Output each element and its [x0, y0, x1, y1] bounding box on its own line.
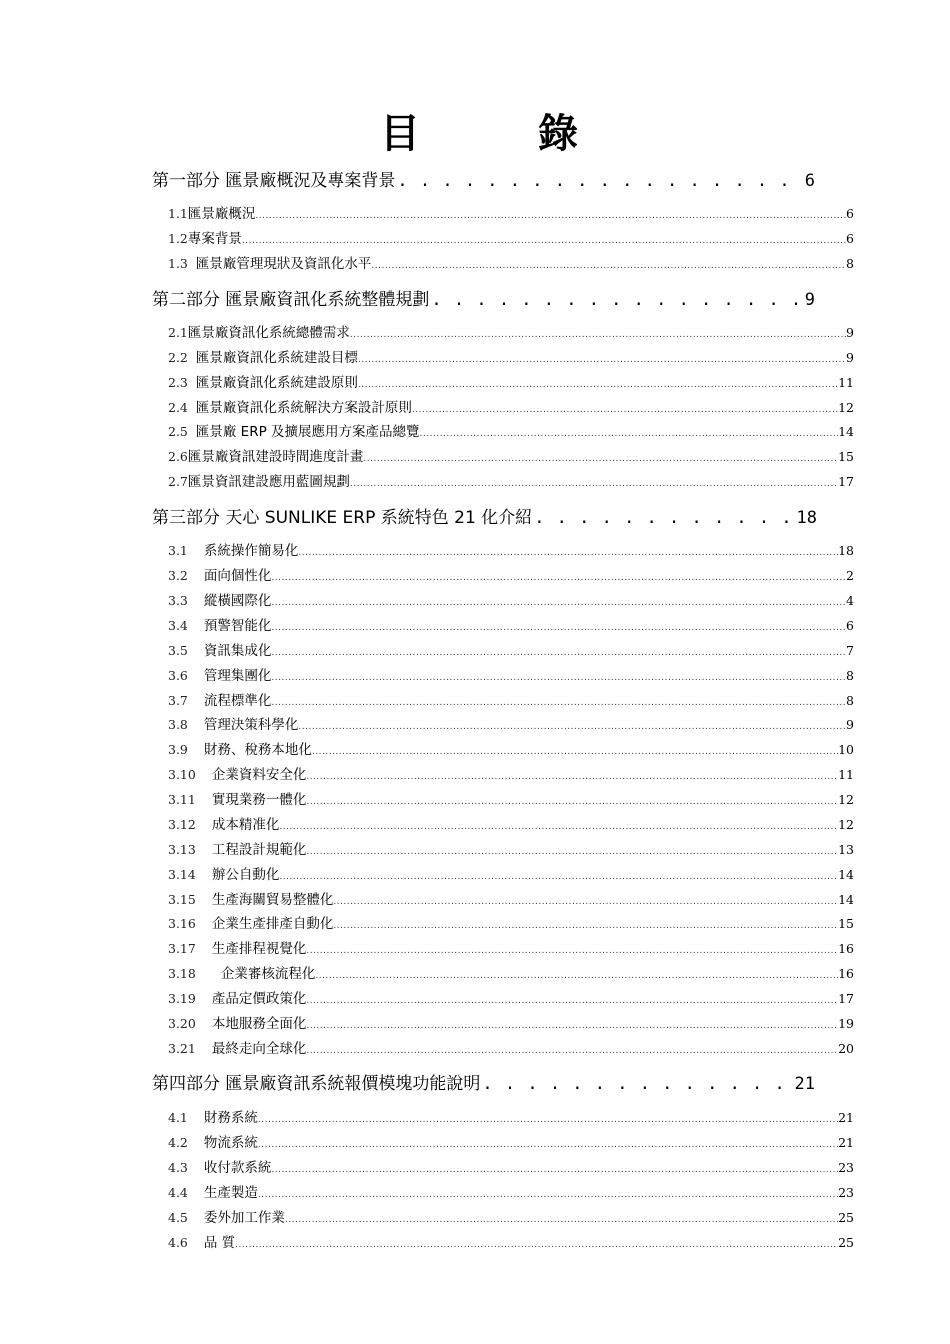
dot-leader — [312, 747, 838, 756]
dot-leader — [271, 698, 846, 707]
toc-page-number: 16 — [838, 941, 854, 955]
toc-item[interactable] — [168, 1131, 854, 1149]
toc-page-number: 11 — [838, 375, 854, 389]
toc-page-number: 6 — [846, 231, 854, 245]
toc-item-number: 4.2 — [168, 1135, 188, 1149]
toc-item[interactable] — [168, 937, 854, 955]
toc-item[interactable] — [168, 202, 854, 220]
dot-leader — [258, 1190, 838, 1199]
toc-page-number: 15 — [838, 449, 854, 463]
toc-item-number: 1.1 — [168, 206, 188, 220]
toc-page-number: 23 — [838, 1185, 854, 1199]
toc-item[interactable] — [168, 396, 854, 414]
dot-leader — [397, 171, 802, 190]
toc-item-label: 成本精准化 — [211, 817, 280, 831]
toc-item[interactable] — [168, 1206, 854, 1224]
dot-leader — [306, 772, 838, 781]
toc-item-label: 匯景廠資訊化系統解決方案設計原則 — [195, 400, 412, 414]
toc-item[interactable] — [168, 838, 854, 856]
toc-item[interactable] — [168, 252, 854, 270]
toc-item-number: 3.6 — [168, 668, 188, 682]
toc-item[interactable] — [168, 639, 854, 657]
toc-item-number: 2.4 — [168, 400, 188, 414]
toc-item[interactable] — [168, 589, 854, 607]
toc-part-title: 第一部分 匯景廠概況及專案背景 — [152, 171, 396, 190]
dot-leader — [358, 380, 838, 389]
dot-leader — [279, 822, 838, 831]
toc-page-number: 8 — [846, 256, 854, 270]
toc-page-number: 10 — [838, 742, 854, 756]
toc-item-number: 3.3 — [168, 593, 188, 607]
dot-leader — [306, 996, 838, 1005]
toc-item[interactable] — [168, 813, 854, 831]
toc-page-number: 16 — [838, 966, 854, 980]
toc-item[interactable] — [168, 420, 854, 438]
toc-item-number: 3.18 — [168, 966, 196, 980]
toc-item-number: 3.8 — [168, 717, 188, 731]
dot-leader — [298, 722, 846, 731]
dot-leader — [358, 355, 846, 364]
toc-page-number: 9 — [804, 290, 815, 309]
toc-page-number: 9 — [846, 325, 854, 339]
dot-leader — [306, 1021, 838, 1030]
toc-item[interactable] — [168, 227, 854, 245]
toc-item-label: 匯景廠資訊化系統建設原則 — [195, 375, 358, 389]
dot-leader — [306, 1046, 838, 1055]
toc-part-title: 第四部分 匯景廠資訊系統報價模塊功能說明 — [152, 1074, 481, 1093]
toc-item-number: 3.13 — [168, 842, 196, 856]
dot-leader — [271, 573, 846, 582]
toc-page-number: 14 — [838, 867, 854, 881]
toc-page-number: 6 — [846, 618, 854, 632]
toc-page-number: 11 — [838, 767, 854, 781]
toc-page-number: 19 — [838, 1016, 854, 1030]
toc-page-number: 23 — [838, 1160, 854, 1174]
toc-page-number: 4 — [846, 593, 854, 607]
dot-leader — [271, 673, 846, 682]
toc-item-label: 物流系統 — [203, 1135, 258, 1149]
toc-item-number: 2.3 — [168, 375, 188, 389]
dot-leader — [315, 971, 838, 980]
toc-item-label: 匯景廠資訊建設時間進度計畫 — [187, 449, 364, 463]
toc-item-label: 縱橫國際化 — [203, 593, 272, 607]
toc-item-label: 匯景廠資訊化系統總體需求 — [187, 325, 350, 339]
toc-item-number: 4.6 — [168, 1235, 188, 1249]
toc-page-number: 17 — [838, 991, 854, 1005]
toc-page-number: 25 — [838, 1210, 854, 1224]
toc-item-number: 3.19 — [168, 991, 196, 1005]
dot-leader — [285, 1215, 838, 1224]
toc-page-number: 6 — [804, 171, 815, 190]
toc-page-number: 13 — [838, 842, 854, 856]
toc-item-number: 3.7 — [168, 693, 188, 707]
toc-item-number: 2.6 — [168, 449, 188, 463]
toc-item[interactable] — [168, 1181, 854, 1199]
page-title: 目 錄 — [380, 111, 630, 157]
dot-leader — [431, 290, 802, 309]
toc-item[interactable] — [168, 888, 854, 906]
dot-leader — [333, 921, 838, 930]
toc-page-number: 12 — [838, 400, 854, 414]
toc-item[interactable] — [168, 763, 854, 781]
toc-item-label: 實現業務一體化 — [211, 792, 307, 806]
toc-item-number: 3.10 — [168, 767, 196, 781]
toc-item[interactable] — [168, 912, 854, 930]
toc-item[interactable] — [168, 788, 854, 806]
dot-leader — [350, 479, 838, 488]
toc-item-label: 資訊集成化 — [203, 643, 272, 657]
toc-part-heading[interactable] — [152, 1069, 815, 1093]
toc-item-number: 4.3 — [168, 1160, 188, 1174]
dot-leader — [306, 797, 838, 806]
toc-item[interactable] — [168, 738, 854, 756]
dot-leader — [412, 405, 838, 414]
dot-leader — [482, 1074, 792, 1093]
toc-item-label: 財務系統 — [203, 1110, 258, 1124]
toc-item-number: 2.7 — [168, 474, 188, 488]
toc-item[interactable] — [168, 1012, 854, 1030]
toc-page-number: 15 — [838, 916, 854, 930]
toc-part-heading[interactable] — [152, 503, 817, 527]
toc-item-label: 工程設計規範化 — [211, 842, 307, 856]
toc-item[interactable] — [168, 371, 854, 389]
dot-leader — [363, 454, 838, 463]
toc-page-number: 8 — [846, 693, 854, 707]
toc-item-number: 3.15 — [168, 892, 196, 906]
dot-leader — [271, 598, 846, 607]
toc-item-number: 2.1 — [168, 325, 188, 339]
toc-item-number: 2.2 — [168, 350, 188, 364]
toc-item-label: 生產製造 — [203, 1185, 258, 1199]
toc-item-label: 流程標準化 — [203, 693, 272, 707]
toc-item-label: 產品定價政策化 — [211, 991, 307, 1005]
toc-item-number: 3.17 — [168, 941, 196, 955]
toc-item-number: 3.16 — [168, 916, 196, 930]
dot-leader — [255, 211, 846, 220]
toc-page-number: 21 — [838, 1110, 854, 1124]
toc-item[interactable] — [168, 962, 854, 980]
toc-item-number: 1.3 — [168, 256, 188, 270]
dot-leader — [271, 623, 846, 632]
toc-item-label: 品 質 — [203, 1235, 236, 1249]
toc-item[interactable] — [168, 713, 854, 731]
toc-page-number: 12 — [838, 792, 854, 806]
toc-item-label: 預警智能化 — [203, 618, 272, 632]
toc-page-number: 18 — [838, 543, 854, 557]
toc-part-title: 第二部分 匯景廠資訊化系統整體規劃 — [152, 290, 430, 309]
toc-item-number: 3.20 — [168, 1016, 196, 1030]
dot-leader — [534, 508, 794, 527]
toc-item-number: 3.4 — [168, 618, 188, 632]
toc-item-label: 生產海關貿易整體化 — [211, 892, 334, 906]
toc-item-label: 專案背景 — [187, 231, 242, 245]
toc-item-number: 3.11 — [168, 792, 196, 806]
toc-page-number: 12 — [838, 817, 854, 831]
toc-page-number: 9 — [846, 717, 854, 731]
toc-item-label: 企業生產排產自動化 — [211, 916, 334, 930]
dot-leader — [298, 548, 838, 557]
toc-item-number: 4.5 — [168, 1210, 188, 1224]
dot-leader — [333, 897, 838, 906]
toc-item-number: 3.9 — [168, 742, 188, 756]
toc-item[interactable] — [168, 689, 854, 707]
toc-item[interactable] — [168, 539, 854, 557]
toc-item-label: 匯景廠概況 — [187, 206, 256, 220]
dot-leader — [420, 429, 839, 438]
toc-item[interactable] — [168, 614, 854, 632]
toc-item[interactable] — [168, 1037, 854, 1055]
dot-leader — [258, 1140, 838, 1149]
toc-page-number: 14 — [838, 424, 854, 438]
toc-item-label: 辦公自動化 — [211, 867, 280, 881]
dot-leader — [371, 261, 846, 270]
toc-item-number: 2.5 — [168, 424, 188, 438]
toc-item-label: 企業審核流程化 — [220, 966, 316, 980]
toc-item[interactable] — [168, 863, 854, 881]
toc-item-label: 企業資料安全化 — [211, 767, 307, 781]
toc-item-number: 3.2 — [168, 568, 188, 582]
toc-item-label: 管理決策科學化 — [203, 717, 299, 731]
toc-item-label: 本地服務全面化 — [211, 1016, 307, 1030]
dot-leader — [306, 847, 838, 856]
toc-item[interactable] — [168, 445, 854, 463]
dot-leader — [258, 1115, 838, 1124]
toc-page-number: 20 — [838, 1041, 854, 1055]
toc-item-label: 匯景廠 ERP 及擴展應用方案產品總覽 — [195, 424, 420, 438]
toc-item-label: 管理集團化 — [203, 668, 272, 682]
toc-item-number: 3.14 — [168, 867, 196, 881]
toc-page-number: 14 — [838, 892, 854, 906]
toc-page-number: 21 — [838, 1135, 854, 1149]
toc-item-number: 1.2 — [168, 231, 188, 245]
toc-item-number: 4.1 — [168, 1110, 188, 1124]
toc-item-label: 收付款系統 — [203, 1160, 272, 1174]
dot-leader — [350, 330, 846, 339]
toc-item[interactable] — [168, 987, 854, 1005]
toc-item-label: 財務、稅務本地化 — [203, 742, 312, 756]
toc-item[interactable] — [168, 664, 854, 682]
toc-page-number: 17 — [838, 474, 854, 488]
toc-item-label: 匯景資訊建設應用藍圖規劃 — [187, 474, 350, 488]
toc-item-label: 匯景廠資訊化系統建設目標 — [195, 350, 358, 364]
toc-page-number: 25 — [838, 1235, 854, 1249]
toc-item[interactable] — [168, 1231, 854, 1249]
toc-page-number: 21 — [794, 1074, 815, 1093]
toc-page-number: 2 — [846, 568, 854, 582]
toc-page-number: 6 — [846, 206, 854, 220]
dot-leader — [306, 946, 838, 955]
toc-page-number: 7 — [846, 643, 854, 657]
dot-leader — [279, 872, 838, 881]
toc-item-number: 3.12 — [168, 817, 196, 831]
toc-item[interactable] — [168, 470, 854, 488]
dot-leader — [271, 1165, 838, 1174]
toc-item-number: 3.5 — [168, 643, 188, 657]
toc-item-number: 3.1 — [168, 543, 188, 557]
toc-page-number: 9 — [846, 350, 854, 364]
toc-item-label: 最終走向全球化 — [211, 1041, 307, 1055]
toc-item[interactable] — [168, 321, 854, 339]
toc-part-title: 第三部分 天心 SUNLIKE ERP 系統特色 21 化介紹 — [152, 508, 533, 527]
toc-item-label: 系統操作簡易化 — [203, 543, 299, 557]
toc-item-label: 匯景廠管理現狀及資訊化水平 — [195, 256, 372, 270]
toc-item[interactable] — [168, 564, 854, 582]
toc-item-label: 委外加工作業 — [203, 1210, 285, 1224]
toc-item[interactable] — [168, 346, 854, 364]
toc-part-heading[interactable] — [152, 166, 815, 190]
toc-page-number: 8 — [846, 668, 854, 682]
toc-item-number: 4.4 — [168, 1185, 188, 1199]
toc-page-number: 18 — [796, 508, 817, 527]
toc-part-heading[interactable] — [152, 285, 815, 309]
toc-item-number: 3.21 — [168, 1041, 196, 1055]
toc-item[interactable] — [168, 1106, 854, 1124]
dot-leader — [235, 1240, 838, 1249]
dot-leader — [271, 648, 846, 657]
toc-item-label: 面向個性化 — [203, 568, 272, 582]
toc-item[interactable] — [168, 1156, 854, 1174]
dot-leader — [242, 236, 846, 245]
toc-item-label: 生產排程視覺化 — [211, 941, 307, 955]
